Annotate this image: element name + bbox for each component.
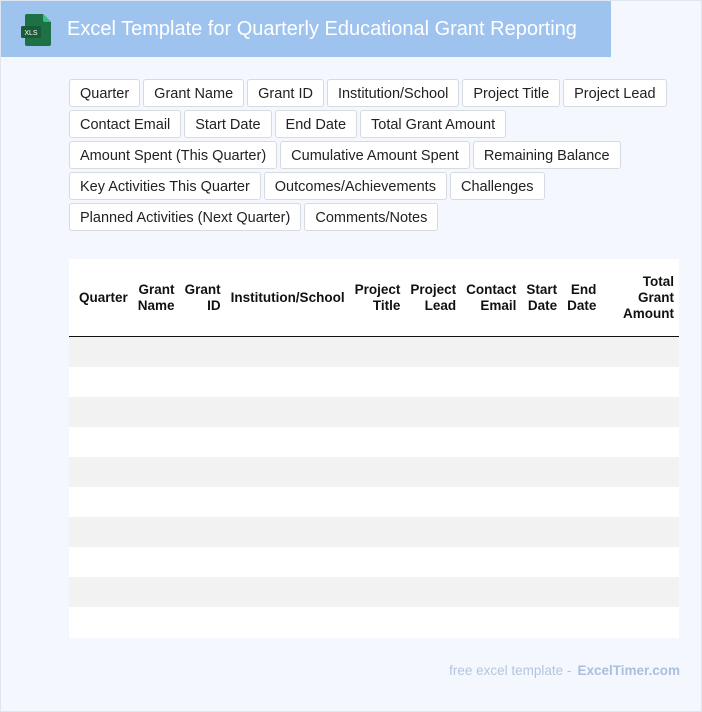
field-chip[interactable]: Quarter [69, 79, 140, 107]
column-header[interactable] [133, 259, 180, 337]
table-cell[interactable] [601, 457, 679, 487]
table-row [69, 397, 679, 427]
table-cell[interactable] [133, 457, 180, 487]
table-cell[interactable] [601, 367, 679, 397]
table-cell[interactable] [461, 367, 521, 397]
table-cell[interactable] [69, 577, 133, 607]
table-cell[interactable] [180, 547, 226, 577]
table-cell[interactable] [226, 607, 350, 637]
column-header[interactable] [226, 259, 350, 337]
table-cell[interactable] [180, 577, 226, 607]
table-cell[interactable] [562, 607, 601, 637]
table-cell[interactable] [350, 337, 406, 368]
column-header[interactable] [461, 259, 521, 337]
column-header-label: Total Grant [637, 273, 674, 305]
column-header[interactable] [69, 259, 133, 337]
table-cell[interactable] [461, 577, 521, 607]
table-cell[interactable] [350, 607, 406, 637]
table-cell[interactable] [69, 457, 133, 487]
table-cell[interactable] [226, 397, 350, 427]
field-chip[interactable]: Start Date [184, 110, 271, 138]
table-cell[interactable] [601, 607, 679, 637]
column-header-label: Grant [184, 281, 221, 297]
table-cell[interactable] [180, 427, 226, 457]
page-title: Excel Template for Quarterly Educational Grant Reporting [67, 18, 577, 40]
table-cell[interactable] [226, 517, 350, 547]
table-cell[interactable] [521, 337, 562, 368]
column-header-label: Project [354, 281, 401, 297]
table-cell[interactable] [405, 517, 461, 547]
table-cell[interactable] [350, 577, 406, 607]
table-cell[interactable] [133, 367, 180, 397]
table-cell[interactable] [461, 397, 521, 427]
table-cell[interactable] [461, 487, 521, 517]
field-chip[interactable]: Challenges [450, 172, 545, 200]
table-cell[interactable] [521, 397, 562, 427]
table-cell[interactable] [601, 397, 679, 427]
table-cell[interactable] [405, 367, 461, 397]
data-table-container[interactable] [69, 259, 679, 638]
table-row [69, 457, 679, 487]
field-chip[interactable]: Grant ID [247, 79, 324, 107]
column-header-label: End [570, 281, 597, 297]
table-cell[interactable] [601, 517, 679, 547]
table-cell[interactable] [405, 457, 461, 487]
column-header[interactable] [180, 259, 226, 337]
table-cell[interactable] [133, 517, 180, 547]
table-cell[interactable] [405, 607, 461, 637]
field-chip[interactable]: Outcomes/Achievements [264, 172, 447, 200]
field-chip[interactable]: Project Lead [563, 79, 666, 107]
column-header-label: Grant [138, 281, 175, 297]
table-cell[interactable] [69, 337, 133, 368]
table-cell[interactable] [226, 577, 350, 607]
table-cell[interactable] [521, 517, 562, 547]
table-cell[interactable] [133, 427, 180, 457]
table-cell[interactable] [133, 577, 180, 607]
footer-credit [449, 663, 680, 678]
column-header-label: Quarter [79, 289, 128, 305]
table-cell[interactable] [69, 517, 133, 547]
table-row [69, 337, 679, 368]
table-cell[interactable] [405, 577, 461, 607]
field-chip[interactable]: Amount Spent (This Quarter) [69, 141, 277, 169]
table-row [69, 607, 679, 637]
table-cell[interactable] [405, 427, 461, 457]
table-cell[interactable] [461, 517, 521, 547]
table-cell[interactable] [350, 547, 406, 577]
header-bar [1, 1, 611, 57]
table-cell[interactable] [69, 427, 133, 457]
table-cell[interactable] [69, 607, 133, 637]
table-cell[interactable] [180, 337, 226, 368]
table-row [69, 487, 679, 517]
column-header-label: Amount [623, 305, 674, 321]
table-cell[interactable] [226, 457, 350, 487]
column-header-label: Institution/School [230, 289, 345, 305]
table-cell[interactable] [562, 577, 601, 607]
table-cell[interactable] [69, 397, 133, 427]
table-cell[interactable] [69, 487, 133, 517]
table-cell[interactable] [180, 517, 226, 547]
table-cell[interactable] [562, 517, 601, 547]
table-cell[interactable] [180, 487, 226, 517]
table-cell[interactable] [461, 547, 521, 577]
table-cell[interactable] [461, 457, 521, 487]
field-chip[interactable]: Key Activities This Quarter [69, 172, 261, 200]
column-header-label: Project [410, 281, 457, 297]
field-chip[interactable]: Grant Name [143, 79, 244, 107]
table-cell[interactable] [133, 547, 180, 577]
table-cell[interactable] [562, 367, 601, 397]
table-cell[interactable] [350, 367, 406, 397]
table-cell[interactable] [601, 427, 679, 457]
footer-brand-link[interactable]: ExcelTimer.com [577, 663, 680, 678]
table-cell[interactable] [350, 487, 406, 517]
field-chip[interactable]: Comments/Notes [304, 203, 438, 231]
field-chip[interactable]: Remaining Balance [473, 141, 621, 169]
xls-file-icon [21, 14, 51, 46]
table-cell[interactable] [562, 487, 601, 517]
column-header-label: Lead [424, 297, 457, 313]
table-cell[interactable] [521, 577, 562, 607]
column-header-label: ID [207, 297, 221, 313]
table-cell[interactable] [521, 547, 562, 577]
field-chip[interactable]: End Date [275, 110, 357, 138]
column-header-label: Date [567, 297, 597, 313]
grant-report-table [69, 259, 679, 637]
table-cell[interactable] [405, 337, 461, 368]
table-cell[interactable] [133, 397, 180, 427]
column-header-label: Title [372, 297, 401, 313]
table-cell[interactable] [350, 517, 406, 547]
column-header-label: Start [526, 281, 558, 297]
column-header[interactable] [562, 259, 601, 337]
field-chip[interactable]: Contact Email [69, 110, 181, 138]
table-cell[interactable] [226, 367, 350, 397]
table-cell[interactable] [405, 547, 461, 577]
table-cell[interactable] [69, 547, 133, 577]
table-cell[interactable] [69, 367, 133, 397]
table-cell[interactable] [180, 607, 226, 637]
column-header[interactable] [405, 259, 461, 337]
field-chip-list [69, 79, 684, 231]
table-row [69, 367, 679, 397]
table-cell[interactable] [180, 367, 226, 397]
column-header[interactable] [521, 259, 562, 337]
table-cell[interactable] [461, 427, 521, 457]
table-cell[interactable] [180, 397, 226, 427]
table-cell[interactable] [601, 577, 679, 607]
table-cell[interactable] [562, 427, 601, 457]
table-cell[interactable] [226, 487, 350, 517]
table-cell[interactable] [350, 457, 406, 487]
table-cell[interactable] [350, 397, 406, 427]
svg-text:XLS: XLS [24, 30, 38, 37]
table-cell[interactable] [133, 487, 180, 517]
table-cell[interactable] [521, 487, 562, 517]
table-row [69, 517, 679, 547]
table-cell[interactable] [350, 427, 406, 457]
footer-text: free excel template - [449, 663, 572, 678]
table-cell[interactable] [562, 457, 601, 487]
table-cell[interactable] [226, 547, 350, 577]
field-chip[interactable]: Institution/School [327, 79, 459, 107]
column-header-label: Contact [466, 281, 517, 297]
column-header-label: Email [480, 297, 517, 313]
table-cell[interactable] [226, 337, 350, 368]
table-cell[interactable] [133, 337, 180, 368]
table-cell[interactable] [461, 337, 521, 368]
table-row [69, 577, 679, 607]
field-chip[interactable]: Total Grant Amount [360, 110, 506, 138]
table-cell[interactable] [405, 397, 461, 427]
column-header-label: Date [527, 297, 558, 313]
column-header[interactable] [350, 259, 406, 337]
field-chip[interactable]: Cumulative Amount Spent [280, 141, 470, 169]
column-header-label: Name [137, 297, 175, 313]
table-cell[interactable] [405, 487, 461, 517]
table-row [69, 427, 679, 457]
field-chip[interactable]: Planned Activities (Next Quarter) [69, 203, 301, 231]
table-cell[interactable] [562, 547, 601, 577]
column-header[interactable] [601, 259, 679, 337]
table-body [69, 337, 679, 638]
table-cell[interactable] [133, 607, 180, 637]
table-cell[interactable] [562, 337, 601, 368]
table-cell[interactable] [521, 607, 562, 637]
table-cell[interactable] [601, 487, 679, 517]
table-cell[interactable] [562, 397, 601, 427]
field-chip[interactable]: Project Title [462, 79, 560, 107]
table-header-row [69, 259, 679, 337]
table-cell[interactable] [601, 337, 679, 368]
table-row [69, 547, 679, 577]
table-cell[interactable] [461, 607, 521, 637]
table-cell[interactable] [180, 457, 226, 487]
table-cell[interactable] [601, 547, 679, 577]
table-cell[interactable] [521, 427, 562, 457]
table-cell[interactable] [226, 427, 350, 457]
table-cell[interactable] [521, 457, 562, 487]
table-cell[interactable] [521, 367, 562, 397]
